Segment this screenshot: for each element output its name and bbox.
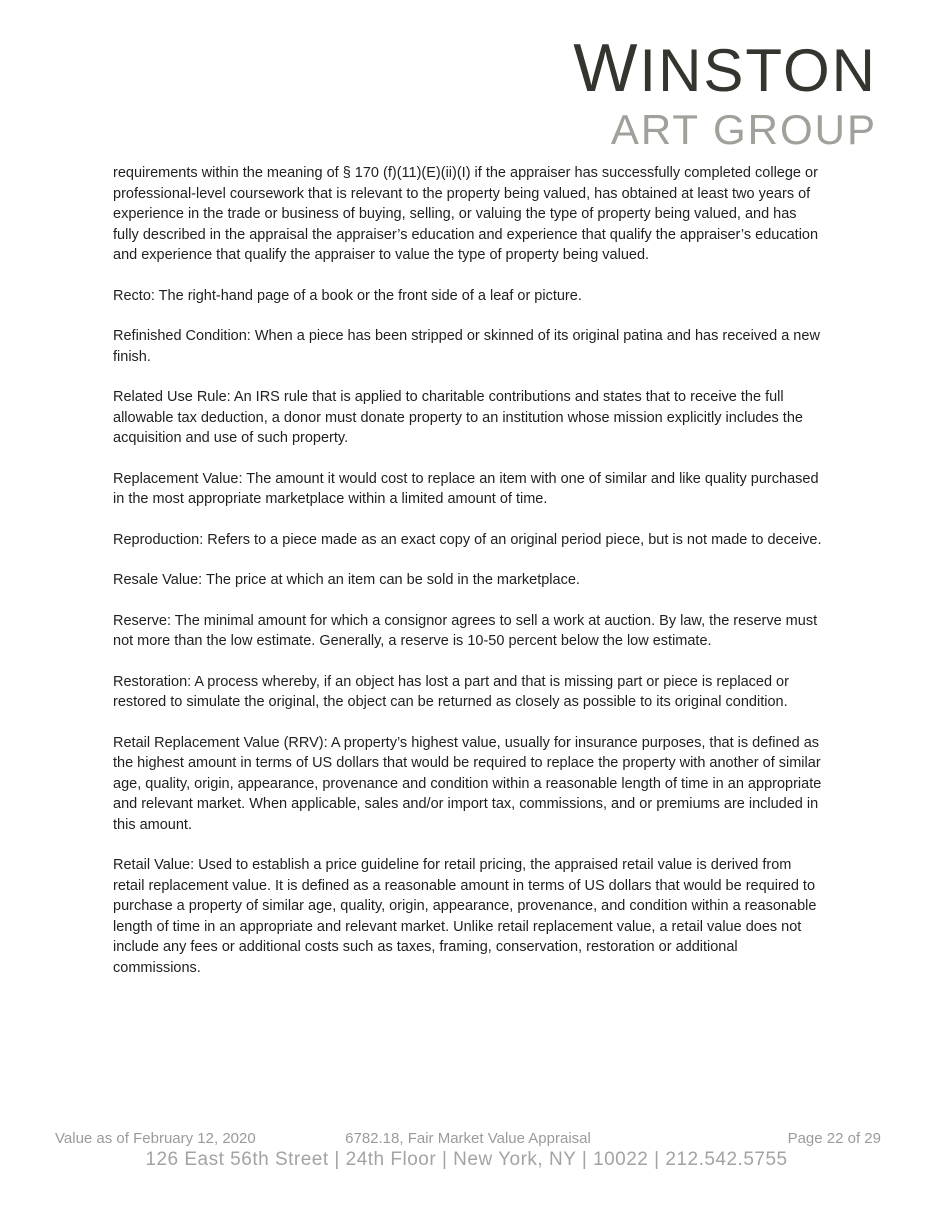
glossary-content [113,163,825,998]
glossary-paragraph: Refinished Condition: When a piece has been stripped or skinned of its original patina and has received a new finish. [113,328,820,365]
glossary-paragraph: Retail Replacement Value (RRV): A property’s highest value, usually for insurance purposes, that is defined as the highest amount in terms of US dollars that would be required to replace the property with another of similar age, quality, origin, appearance, provenance and condition within a reasonable length of time in an appropriate and relevant market. When applicable, sales and/or import tax, commissions, and or premiums are included in this amount. [113,734,822,833]
footer-address-line: 126 East 56th Street | 24th Floor | New York, NY | 10022 | 212.542.5755 [145,1149,788,1170]
glossary-paragraph: requirements within the meaning of § 170 (f)(11)(E)(ii)(I) if the appraiser has successfully completed college or professional-level coursework that is relevant to the property being valued, has obtained at least two years of experience in the trade or business of buying, selling, or valuing the type of property being valued, and has fully described in the appraisal the appraiser’s education and experience that qualify the appraiser’s education and experience that qualify the appraiser to value the type of property being valued. [113,165,819,263]
footer-page-number: Page 22 of 29 [787,1130,881,1147]
glossary-paragraph: Retail Value: Used to establish a price guideline for retail pricing, the appraised retail value is derived from retail replacement value. It is defined as a reasonable amount in terms of US dollars that would be required to purchase a property of similar age, quality, origin, appearance, provenance, and condition within a reasonable length of time in an appropriate and relevant market. Unlike retail replacement value, a retail value does not include any fees or additional costs such as taxes, framing, conservation, restoration or additional commissions. [113,857,817,976]
glossary-paragraph: Recto: The right-hand page of a book or the front side of a leaf or picture. [113,287,582,304]
logo-art-group-text: ART GROUP [610,106,877,153]
page-footer [55,1130,881,1147]
glossary-paragraph: Replacement Value: The amount it would cost to replace an item with one of similar and like quality purchased in the most appropriate marketplace within a limited amount of time. [113,470,819,507]
glossary-paragraph: Related Use Rule: An IRS rule that is applied to charitable contributions and states that to receive the full allowable tax deduction, a donor must donate property to an institution whose mission explicitly includes the acquisition and use of such property. [113,389,803,446]
glossary-paragraph: Resale Value: The price at which an item can be sold in the marketplace. [113,572,580,588]
glossary-paragraph: Reserve: The minimal amount for which a consignor agrees to sell a work at auction. By law, the reserve must not more than the low estimate. Generally, a reserve is 10-50 percent below the low estimate. [113,612,818,649]
glossary-paragraph: Restoration: A process whereby, if an object has lost a part and that is missing part or piece is replaced or restored to simulate the original, the object can be returned as closely as possible to its original condition. [113,673,789,710]
footer-document-ref: 6782.18, Fair Market Value Appraisal [345,1130,591,1147]
winston-art-group-logo [573,30,877,153]
logo-winston-text: WINSTON [573,30,877,106]
glossary-paragraph: Reproduction: Refers to a piece made as an exact copy of an original period piece, but is not made to deceive. [113,531,822,548]
footer-value-date: Value as of February 12, 2020 [55,1130,256,1147]
